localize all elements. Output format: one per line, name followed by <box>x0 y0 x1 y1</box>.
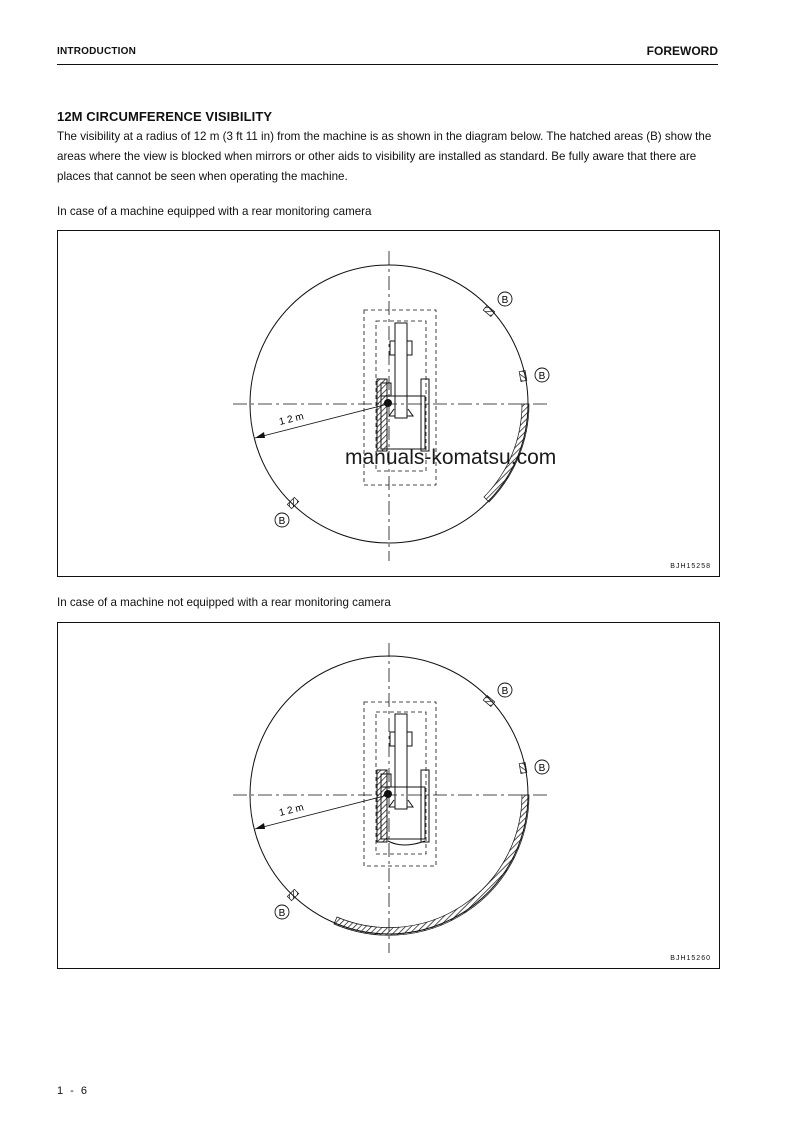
svg-text:B: B <box>278 908 286 919</box>
blind-area-3 <box>287 497 298 508</box>
marker-b-2 <box>535 760 549 774</box>
marker-b-3 <box>275 513 289 527</box>
figure2-diagram <box>57 622 720 969</box>
blind-area-2 <box>519 763 527 774</box>
header-divider <box>57 64 718 65</box>
figure1-diagram <box>57 230 720 577</box>
marker-b-2 <box>535 368 549 382</box>
radius-label: 1 2 m <box>278 411 305 428</box>
figure2-caption: In case of a machine not equipped with a rear monitoring camera <box>57 596 391 609</box>
radius-label: 1 2 m <box>278 802 305 819</box>
blind-area-1 <box>483 695 495 706</box>
marker-b-3 <box>275 905 289 919</box>
page-number: 1 - 6 <box>57 1085 90 1097</box>
figure1-code: BJH15258 <box>670 563 711 570</box>
blind-area-1 <box>483 305 495 316</box>
excavator-top-view <box>377 714 429 845</box>
marker-b-1 <box>498 683 512 697</box>
operator-seat-marker <box>384 399 392 407</box>
blind-area-arc-rear <box>334 795 529 935</box>
excavator-top-view <box>377 323 429 451</box>
figure2-code: BJH15260 <box>670 955 711 962</box>
header-chapter: FOREWORD <box>646 44 718 58</box>
svg-text:B: B <box>538 763 546 774</box>
blind-area-2 <box>519 371 527 382</box>
svg-text:B: B <box>501 295 509 306</box>
machine-outline-outer <box>364 702 436 866</box>
header-section: INTRODUCTION <box>57 46 137 57</box>
svg-text:B: B <box>501 686 509 697</box>
marker-b-1 <box>498 292 512 306</box>
page-title: 12M CIRCUMFERENCE VISIBILITY <box>57 109 273 124</box>
watermark-text: manuals-komatsu.com <box>345 446 557 469</box>
operator-seat-marker <box>384 790 392 798</box>
intro-paragraph: The visibility at a radius of 12 m (3 ft 11 in) from the machine is as shown in the diagram below. The hatched areas (B) show the areas where the view is blocked when mirrors or other aids to visibility are installed as standard. Be fully aware that there are places that cannot be seen when operating the machine. <box>57 130 712 183</box>
svg-text:B: B <box>538 371 546 382</box>
figure1-caption: In case of a machine equipped with a rear monitoring camera <box>57 205 372 218</box>
radius-line <box>255 404 388 438</box>
radius-line <box>255 795 388 829</box>
svg-text:B: B <box>278 516 286 527</box>
